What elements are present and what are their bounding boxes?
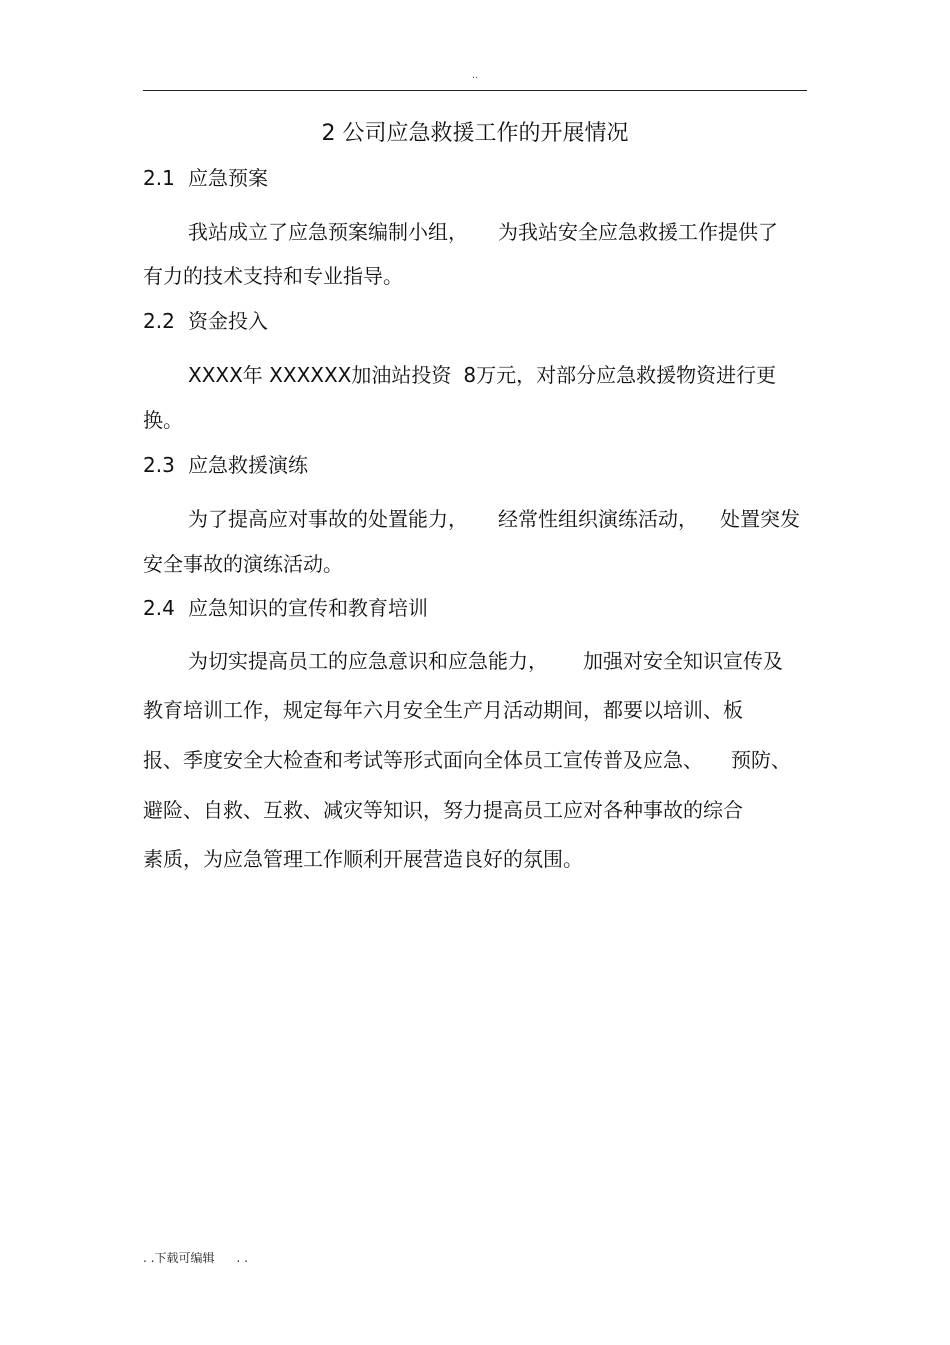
paragraph-line bbox=[143, 406, 183, 434]
paragraph-line bbox=[143, 796, 743, 824]
footer-left: . .下载可编辑 bbox=[143, 1251, 215, 1265]
text-segment: 素质，为应急管理工作顺利开展营造良好的氛围。 bbox=[143, 847, 583, 871]
text-segment: 处置突发 bbox=[720, 507, 800, 531]
text-segment: 有力的技术支持和专业指导。 bbox=[143, 264, 403, 288]
paragraph-line bbox=[143, 262, 403, 290]
header-mark: .. bbox=[471, 70, 479, 81]
section-title: 资金投入 bbox=[188, 309, 268, 333]
text-segment: 换。 bbox=[143, 408, 183, 432]
paragraph-line bbox=[143, 746, 791, 774]
paragraph-line bbox=[143, 696, 743, 724]
text-segment: 报、季度安全大检查和考试等形式面向全体员工宣传普及应急、 bbox=[143, 748, 703, 772]
section-heading-2-3 bbox=[143, 451, 308, 479]
text-segment: 预防、 bbox=[731, 748, 791, 772]
paragraph-line bbox=[188, 505, 800, 533]
paragraph-line bbox=[143, 845, 583, 873]
section-number: 2.1 bbox=[143, 166, 175, 190]
section-title: 应急知识的宣传和教育培训 bbox=[188, 596, 428, 620]
text-segment: 我站成立了应急预案编制小组， bbox=[188, 220, 468, 244]
text-segment: 为我站安全应急救援工作提供了 bbox=[498, 220, 778, 244]
section-number: 2.3 bbox=[143, 453, 175, 477]
text-segment: 为切实提高员工的应急意识和应急能力， bbox=[188, 649, 548, 673]
page-footer bbox=[143, 1250, 248, 1266]
text-segment: 经常性组织演练活动， bbox=[498, 507, 698, 531]
page-title: 2 公司应急救援工作的开展情况 bbox=[321, 121, 629, 146]
text-segment: 为了提高应对事故的处置能力， bbox=[188, 507, 468, 531]
paragraph-line bbox=[188, 218, 778, 246]
text-segment: 安全事故的演练活动。 bbox=[143, 552, 343, 576]
paragraph-line bbox=[143, 550, 343, 578]
section-number: 2.4 bbox=[143, 596, 175, 620]
text-segment: 加强对安全知识宣传及 bbox=[583, 649, 783, 673]
paragraph-line bbox=[188, 647, 783, 675]
text-segment: 避险、自救、互救、减灾等知识，努力提高员工应对各种事故的综合 bbox=[143, 798, 743, 822]
section-heading-2-4 bbox=[143, 594, 428, 622]
text-segment: XXXX年 XXXXXX加油站投资 bbox=[188, 363, 452, 387]
header-rule bbox=[143, 90, 807, 91]
section-heading-2-1 bbox=[143, 164, 268, 192]
footer-right: . . bbox=[236, 1251, 248, 1265]
paragraph-line bbox=[188, 361, 776, 389]
section-heading-2-2 bbox=[143, 307, 268, 335]
section-title: 应急救援演练 bbox=[188, 453, 308, 477]
section-number: 2.2 bbox=[143, 309, 175, 333]
text-segment: 教育培训工作，规定每年六月安全生产月活动期间，都要以培训、板 bbox=[143, 698, 743, 722]
section-title: 应急预案 bbox=[188, 166, 268, 190]
text-segment: 8万元，对部分应急救援物资进行更 bbox=[463, 363, 777, 387]
